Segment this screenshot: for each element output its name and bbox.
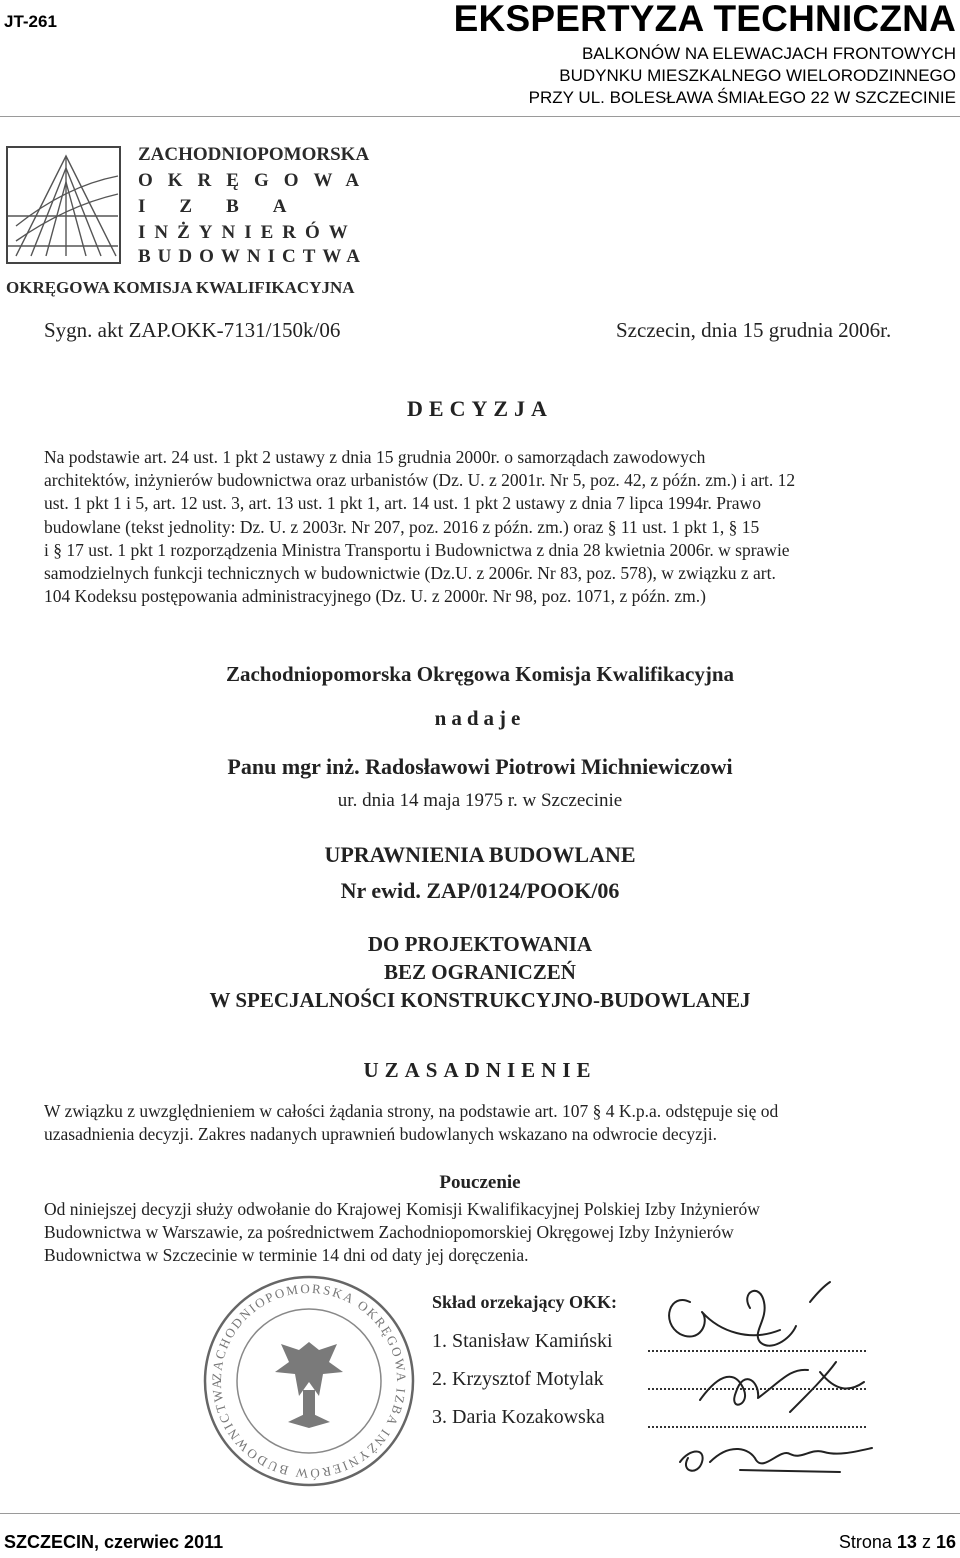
license-number: Nr ewid. ZAP/0124/POOK/06 (340, 878, 620, 903)
instruction-line: Budownictwa w Szczecinie w terminie 14 dni od daty jej doręczenia. (44, 1245, 529, 1266)
footer-place-date: SZCZECIN, czerwiec 2011 (4, 1532, 224, 1552)
legal-basis-line: budowlane (tekst jednolity: Dz. U. z 2003r. Nr 207, poz. 2016 z późn. zm.) oraz § 11 ust. 1 pkt 1, § 15 (44, 516, 760, 537)
legal-basis-line: ust. 1 pkt 1 i 5, art. 12 ust. 3, art. 13 ust. 1 pkt 1, art. 14 ust. 1 pkt 2 ustawy z dnia 7 lipca 1994r. Prawo (44, 493, 761, 514)
committee-name: OKRĘGOWA KOMISJA KWALIFIKACYJNA (6, 278, 355, 297)
recipient-name: Panu mgr inż. Radosławowi Piotrowi Michniewiczowi (227, 754, 733, 779)
legal-basis (44, 446, 924, 608)
justification-line: uzasadnienia decyzji. Zakres nadanych uprawnień budowlanych wskazano na odwrocie decyzji. (44, 1124, 717, 1145)
panel-member: 3. Daria Kozakowska (432, 1406, 605, 1428)
decision-heading: DECYZJA (407, 396, 553, 421)
decision-date: Szczecin, dnia 15 grudnia 2006r. (616, 318, 892, 342)
official-seal (200, 1272, 418, 1490)
chamber-logo (6, 146, 121, 264)
report-title: EKSPERTYZA TECHNICZNA (453, 0, 956, 39)
current-page: 13 (896, 1532, 917, 1552)
org-name-line-3: IZBA (138, 196, 321, 217)
recipient-birth: ur. dnia 14 maja 1975 r. w Szczecinie (337, 790, 623, 811)
scanned-decision (0, 122, 960, 1502)
document-code: JT-261 (4, 12, 57, 31)
org-name-line-5: BUDOWNICTWA (138, 246, 368, 267)
footer-divider (0, 1513, 960, 1514)
legal-basis-line: samodzielnych funkcji technicznych w budownictwie (Dz.U. z 2006r. Nr 83, poz. 578), w związku z art. (44, 563, 776, 584)
license-title: UPRAWNIENIA BUDOWLANE (324, 842, 636, 867)
grants-verb: nadaje (434, 706, 526, 730)
instruction-heading: Pouczenie (439, 1172, 521, 1193)
scope-line-1: DO PROJEKTOWANIA (367, 932, 593, 956)
svg-text:ZACHODNIOPOMORSKA OKRĘGOWA IZB: ZACHODNIOPOMORSKA OKRĘGOWA IZBA INŻYNIERÓW BUDOWNICTWA (208, 1280, 410, 1482)
justification-line: W związku z uwzględnieniem w całości żądania strony, na podstawie art. 107 § 4 K.p.a. odstępuje się od (44, 1101, 779, 1121)
justification (44, 1100, 924, 1146)
scope-line-2: BEZ OGRANICZEŃ (384, 960, 576, 984)
legal-basis-line: i § 17 ust. 1 pkt 1 rozporządzenia Ministra Transportu i Budownictwa z dnia 28 kwietnia 2006r. w sprawie (44, 539, 790, 560)
org-name-line-1: ZACHODNIOPOMORSKA (138, 144, 370, 165)
org-name-line-2: OKRĘGOWA (138, 170, 375, 191)
header-divider (0, 116, 960, 117)
instruction-line: Budownictwa w Warszawie, za pośrednictwem Zachodniopomorskiej Okręgowej Izby Inżynierów (44, 1222, 734, 1243)
page-number (839, 1532, 956, 1553)
org-name-line-4: INŻYNIERÓW (138, 222, 357, 243)
handwritten-signatures (640, 1272, 900, 1482)
report-subtitle-line-1: BALKONÓW NA ELEWACJACH FRONTOWYCH (581, 44, 956, 63)
page-label: Strona (838, 1532, 892, 1552)
scope-line-3: W SPECJALNOŚCI KONSTRUKCYJNO-BUDOWLANEJ (209, 988, 751, 1012)
report-subtitle-line-2: BUDYNKU MIESZKALNEGO WIELORODZINNEGO (559, 66, 956, 85)
granting-authority: Zachodniopomorska Okręgowa Komisja Kwalifikacyjna (225, 662, 735, 686)
of-label: z (921, 1532, 931, 1552)
instruction (44, 1198, 924, 1268)
legal-basis-line: architektów, inżynierów budownictwa oraz urbanistów (Dz. U. z 2001r. Nr 5, poz. 42, z późn. zm.) i art. 12 (44, 470, 796, 491)
legal-basis-line: Na podstawie art. 24 ust. 1 pkt 2 ustawy z dnia 15 grudnia 2000r. o samorządach zawodowych (44, 447, 706, 467)
report-subtitle-line-3: PRZY UL. BOLESŁAWA ŚMIAŁEGO 22 W SZCZECINIE (528, 88, 956, 107)
justification-heading: UZASADNIENIE (363, 1058, 597, 1082)
instruction-line: Od niniejszej decyzji służy odwołanie do Krajowej Komisji Kwalifikacyjnej Polskiej Izby Inżynierów (44, 1199, 760, 1219)
legal-basis-line: 104 Kodeksu postępowania administracyjnego (Dz. U. z 2000r. Nr 98, poz. 1071, z późn. zm.) (44, 586, 706, 607)
case-reference: Sygn. akt ZAP.OKK-7131/150k/06 (44, 318, 341, 342)
panel-member: 2. Krzysztof Motylak (432, 1368, 604, 1390)
panel-member: 1. Stanisław Kamiński (432, 1330, 613, 1352)
total-pages: 16 (935, 1532, 956, 1552)
panel-title: Skład orzekający OKK: (432, 1292, 617, 1312)
